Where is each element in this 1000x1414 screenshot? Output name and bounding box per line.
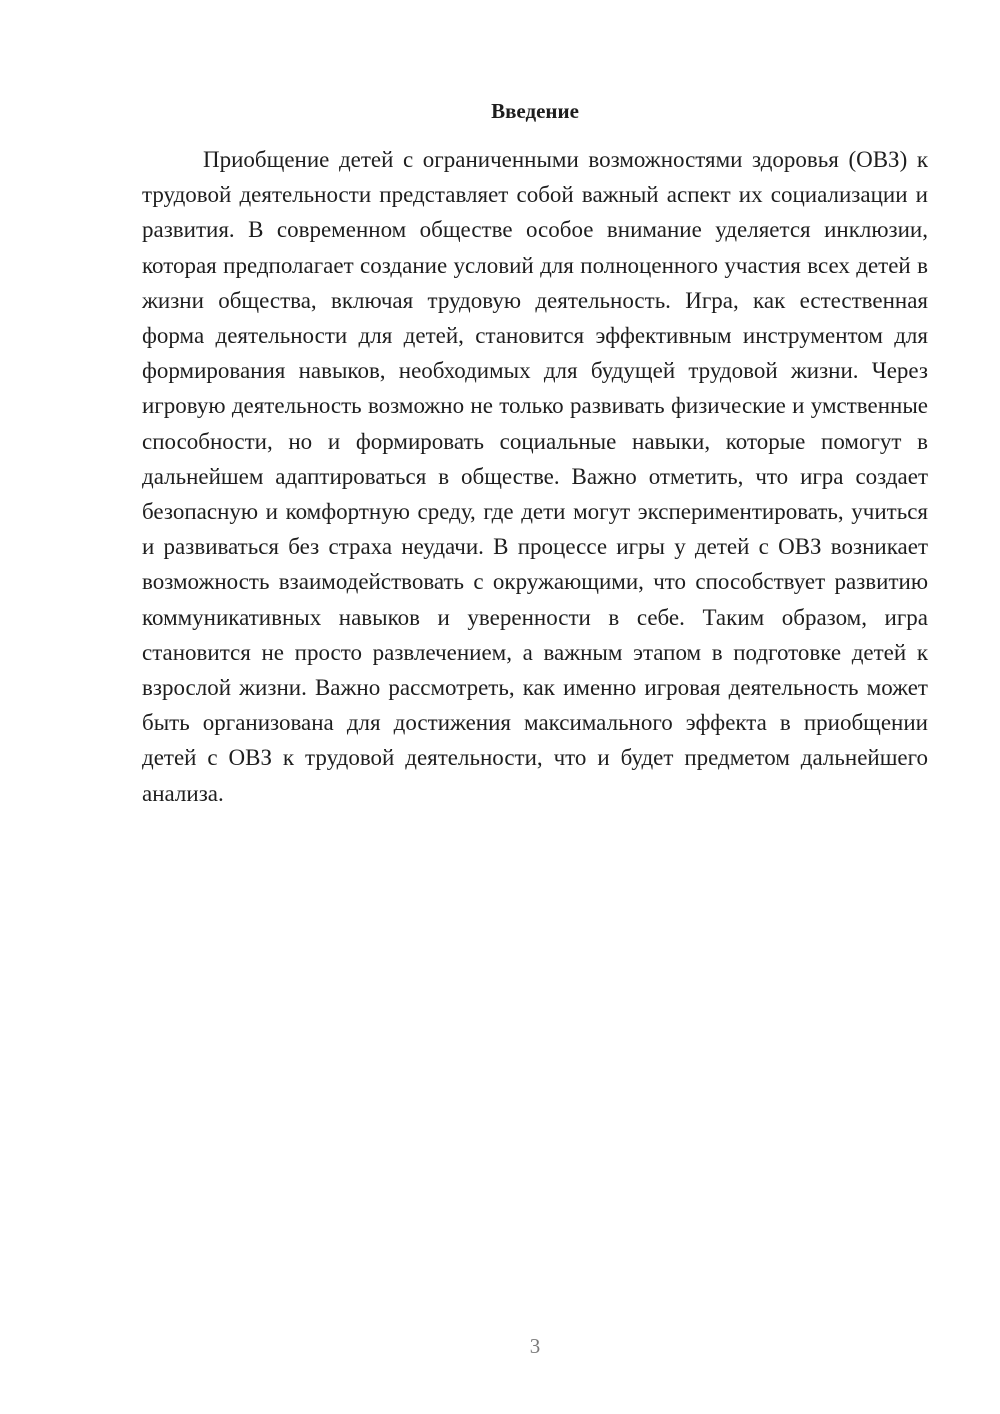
page-number: 3: [529, 1334, 541, 1358]
section-heading: Введение: [491, 99, 579, 123]
body-paragraph: Приобщение детей с ограниченными возможностями здоровья (ОВЗ) к трудовой деятельности представляет собой важный аспект их социализации и развития. В современном обществе особое внимание уделяется инклюзии, которая предполагает создание условий для полноценного участия всех детей в жизни общества, включая трудовую деятельность. Игра, как естественная форма деятельности для детей, становится эффективным инструментом для формирования навыков, необходимых для будущей трудовой жизни. Через игровую деятельность возможно не только развивать физические и умственные способности, но и формировать социальные навыки, которые помогут в дальнейшем адаптироваться в обществе. Важно отметить, что игра создает безопасную и комфортную среду, где дети могут экспериментировать, учиться и развиваться без страха неудачи. В процессе игры у детей с ОВЗ возникает возможность взаимодействовать с окружающими, что способствует развитию коммуникативных навыков и уверенности в себе. Таким образом, игра становится не просто развлечением, а важным этапом в подготовке детей к взрослой жизни. Важно рассмотреть, как именно игровая деятельность может быть организована для достижения максимального эффекта в приобщении детей с ОВЗ к трудовой деятельности, что и будет предметом дальнейшего анализа.: [142, 147, 928, 806]
